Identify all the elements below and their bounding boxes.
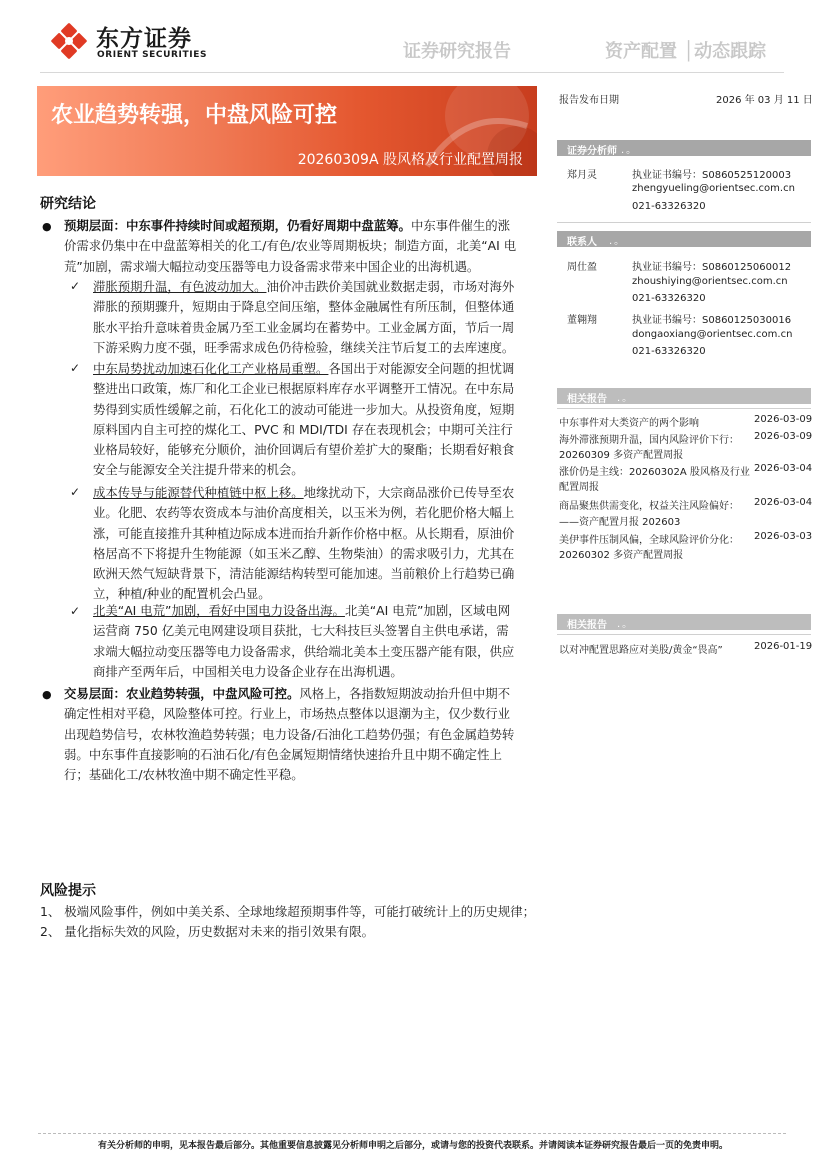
contact-phone: 021-63326320 — [632, 346, 706, 357]
subpoint-paragraph — [93, 277, 520, 358]
footer-disclaimer: 有关分析师的申明，见本报告最后部分。其他重要信息披露见分析师申明之后部分，或请与您的投资代表联系。并请阅读本证券研究报告最后一页的免责申明。 — [97, 1141, 728, 1151]
contact-phone: 021-63326320 — [632, 293, 706, 304]
publish-label: 报告发布日期 — [559, 95, 619, 106]
analyst-name: 郑月灵 — [567, 170, 597, 181]
risk-heading: 风险提示 — [40, 883, 96, 899]
bullet-dot-icon: ● — [42, 220, 52, 233]
checkmark-icon: ✓ — [70, 604, 81, 618]
contact-email[interactable]: dongaoxiang@orientsec.com.cn — [632, 329, 793, 340]
contact-name: 周仕盈 — [567, 262, 597, 273]
contacts-section-bar — [557, 231, 811, 247]
related-divider — [557, 408, 811, 409]
section-dots-icon: .。 — [609, 236, 627, 247]
contact-cert: 执业证书编号：S0860125060012 — [632, 262, 792, 273]
subpoint-paragraph — [93, 483, 520, 605]
subpoint-heading: 北美“AI 电荒”加剧，看好中国电力设备出海。 — [93, 603, 345, 618]
analysts-heading: 证券分析师 — [567, 146, 617, 157]
related-report-date: 2026-03-04 — [754, 497, 813, 508]
section-dots-icon: .。 — [621, 145, 639, 156]
related-report-subtitle[interactable]: 20260309 多资产配置周报 — [559, 450, 684, 461]
title-banner — [37, 86, 537, 176]
related-report-title[interactable]: 海外滞涨预期升温，国内风险评价下行： — [559, 435, 739, 446]
subpoint-heading: 滞胀预期升温，有色波动加大。 — [93, 279, 267, 294]
related-report-subtitle[interactable]: 配置周报 — [559, 482, 599, 493]
related-report-date: 2026-03-09 — [754, 431, 813, 442]
research-heading: 研究结论 — [40, 196, 96, 212]
related2-divider — [557, 634, 811, 635]
related-report-title[interactable]: 商品聚焦供需变化，权益关注风险偏好： — [559, 501, 739, 512]
expectation-lead: 预期层面：中东事件持续时间或超预期，仍看好周期中盘蓝筹。 — [64, 218, 411, 233]
contact-email[interactable]: zhoushiying@orientsec.com.cn — [632, 276, 788, 287]
checkmark-icon: ✓ — [70, 485, 81, 499]
related2-section-bar — [557, 614, 811, 630]
subpoint-heading: 成本传导与能源替代种植链中枢上移。 — [93, 485, 304, 500]
analyst-cert: 执业证书编号：S0860525120003 — [632, 170, 792, 181]
related-report-date: 2026-03-04 — [754, 463, 813, 474]
trading-text: 风格上，各指数短期波动抬升但中期不确定性相对平稳，风险整体可控。行业上，市场热点整体以退潮为主，仅少数行业出现趋势信号，农林牧渔趋势转强；电力设备/石油化工趋势仍强；有色金属趋势转弱。中东事件直接影响的石油石化/有色金属短期情绪快速抬升且中期不确定性上行；基础化工/农林牧渔中期不确定性平稳。 — [64, 686, 515, 783]
related-report-title[interactable]: 中东事件对大类资产的两个影响 — [559, 418, 699, 429]
trading-paragraph — [64, 684, 520, 785]
contact-cert: 执业证书编号：S0860125030016 — [632, 315, 792, 326]
expectation-text: 中东事件催生的涨价需求仍集中在中盘蓝筹相关的化工/有色/农业等周期板块；制造方面，北美“AI 电荒”加剧，需求端大幅拉动变压器等电力设备需求带来中国企业的出海机遇。 — [64, 218, 517, 274]
analyst-email[interactable]: zhengyueling@orientsec.com.cn — [632, 183, 795, 194]
section-dots-icon: .。 — [617, 619, 635, 630]
related-report-title[interactable]: 涨价仍是主线：20260302A 股风格及行业 — [559, 467, 750, 478]
report-category: 资产配置 │动态跟踪 — [605, 41, 767, 62]
subpoint-paragraph — [93, 359, 520, 481]
orient-logo-icon — [50, 22, 88, 60]
related-report-date: 2026-03-09 — [754, 414, 813, 425]
trading-lead: 交易层面：农业趋势转强，中盘风险可控。 — [64, 686, 300, 701]
related-report-date: 2026-01-19 — [754, 641, 813, 652]
analyst-phone: 021-63326320 — [632, 201, 706, 212]
logo-chinese-name: 东方证券 — [96, 26, 192, 52]
subpoint-paragraph — [93, 601, 520, 682]
risk-text: 1、 极端风险事件，例如中美关系、全球地缘超预期事件等，可能打破统计上的历史规律； 2、 量化指标失效的风险，历史数据对未来的指引效果有限。 — [40, 904, 536, 940]
analysts-divider — [557, 222, 811, 223]
header-divider — [40, 72, 784, 73]
subpoint-text: 油价冲击跌价美国就业数据走弱，市场对海外滞胀的预期骤升，短期由于降息空间压缩，整体金融属性有所压制，但整体通胀水平抬升意味着贵金属乃至工业金属均在蓄势中。工业金属方面，节后一周下游采购力度不强，旺季需求成色仍待检验，继续关注节后复工的去库速度。 — [93, 279, 515, 355]
subpoint-text: 各国出于对能源安全问题的担忧调整进出口政策，炼厂和化工企业已根据原料库存水平调整开工情况。在中东局势得到实质性缓解之前，石化化工的波动可能进一步加大。从投资角度，短期原料国内自主可控的煤化工、PVC 和 MDI/TDI 存在表现机会；中期可关注行业格局较好，能够充分顺价，油价回调后有望价差扩大的聚酯；长期看好粮食安全与能源安全关注提升带来的机会。 — [93, 361, 515, 478]
subpoint-text: 地缘扰动下，大宗商品涨价已传导至农业。化肥、农药等农资成本与油价高度相关，以玉米为例，若化肥价格大幅上涨，可能直接推升其种植边际成本进而抬升新作价格中枢。从长期看，原油价格居高不下将提升生物能源（如玉米乙醇、生物柴油）的需求吸引力，尤其在欧洲天然气短缺背景下，清洁能源结构转型可能加速。当前粮价上行趋势已确立，种植/种业的配置机会凸显。 — [93, 485, 515, 602]
publish-date: 2026 年 03 月 11 日 — [716, 95, 813, 106]
checkmark-icon: ✓ — [70, 279, 81, 293]
report-title: 农业趋势转强，中盘风险可控 — [51, 103, 338, 128]
subpoint-text: 北美“AI 电荒”加剧，区域电网运营商 750 亿美元电网建设项目获批，七大科技巨头签署自主供电承诺，需求端大幅拉动变压器等电力设备需求，供给端北美本土变压器产能有限，供应商排产至两年后，中国相关电力设备企业存在出海机遇。 — [93, 603, 515, 679]
related2-heading: 相关报告 — [567, 620, 607, 631]
related-report-title[interactable]: 美伊事件压制风偏，全球风险评价分化： — [559, 535, 739, 546]
related-report-date: 2026-03-03 — [754, 531, 813, 542]
checkmark-icon: ✓ — [70, 361, 81, 375]
expectation-paragraph — [64, 216, 520, 277]
contacts-heading: 联系人 — [567, 237, 597, 248]
footer-divider — [38, 1133, 786, 1134]
bullet-dot-icon: ● — [42, 688, 52, 701]
report-kind: 证券研究报告 — [403, 41, 511, 62]
related-report-subtitle[interactable]: ——资产配置月报 202603 — [559, 517, 681, 528]
analysts-section-bar — [557, 140, 811, 156]
subpoint-heading: 中东局势扰动加速石化化工产业格局重塑。 — [93, 361, 329, 376]
related-report-title[interactable]: 以对冲配置思路应对美股/黄金“畏高” — [559, 645, 723, 656]
related-section-bar — [557, 388, 811, 404]
contact-name: 董翱翔 — [567, 315, 597, 326]
section-dots-icon: .。 — [617, 393, 635, 404]
related-report-subtitle[interactable]: 20260302 多资产配置周报 — [559, 550, 684, 561]
report-subtitle: 20260309A 股风格及行业配置周报 — [297, 152, 523, 168]
logo-english-name: ORIENT SECURITIES — [97, 50, 208, 60]
related-heading: 相关报告 — [567, 394, 607, 405]
